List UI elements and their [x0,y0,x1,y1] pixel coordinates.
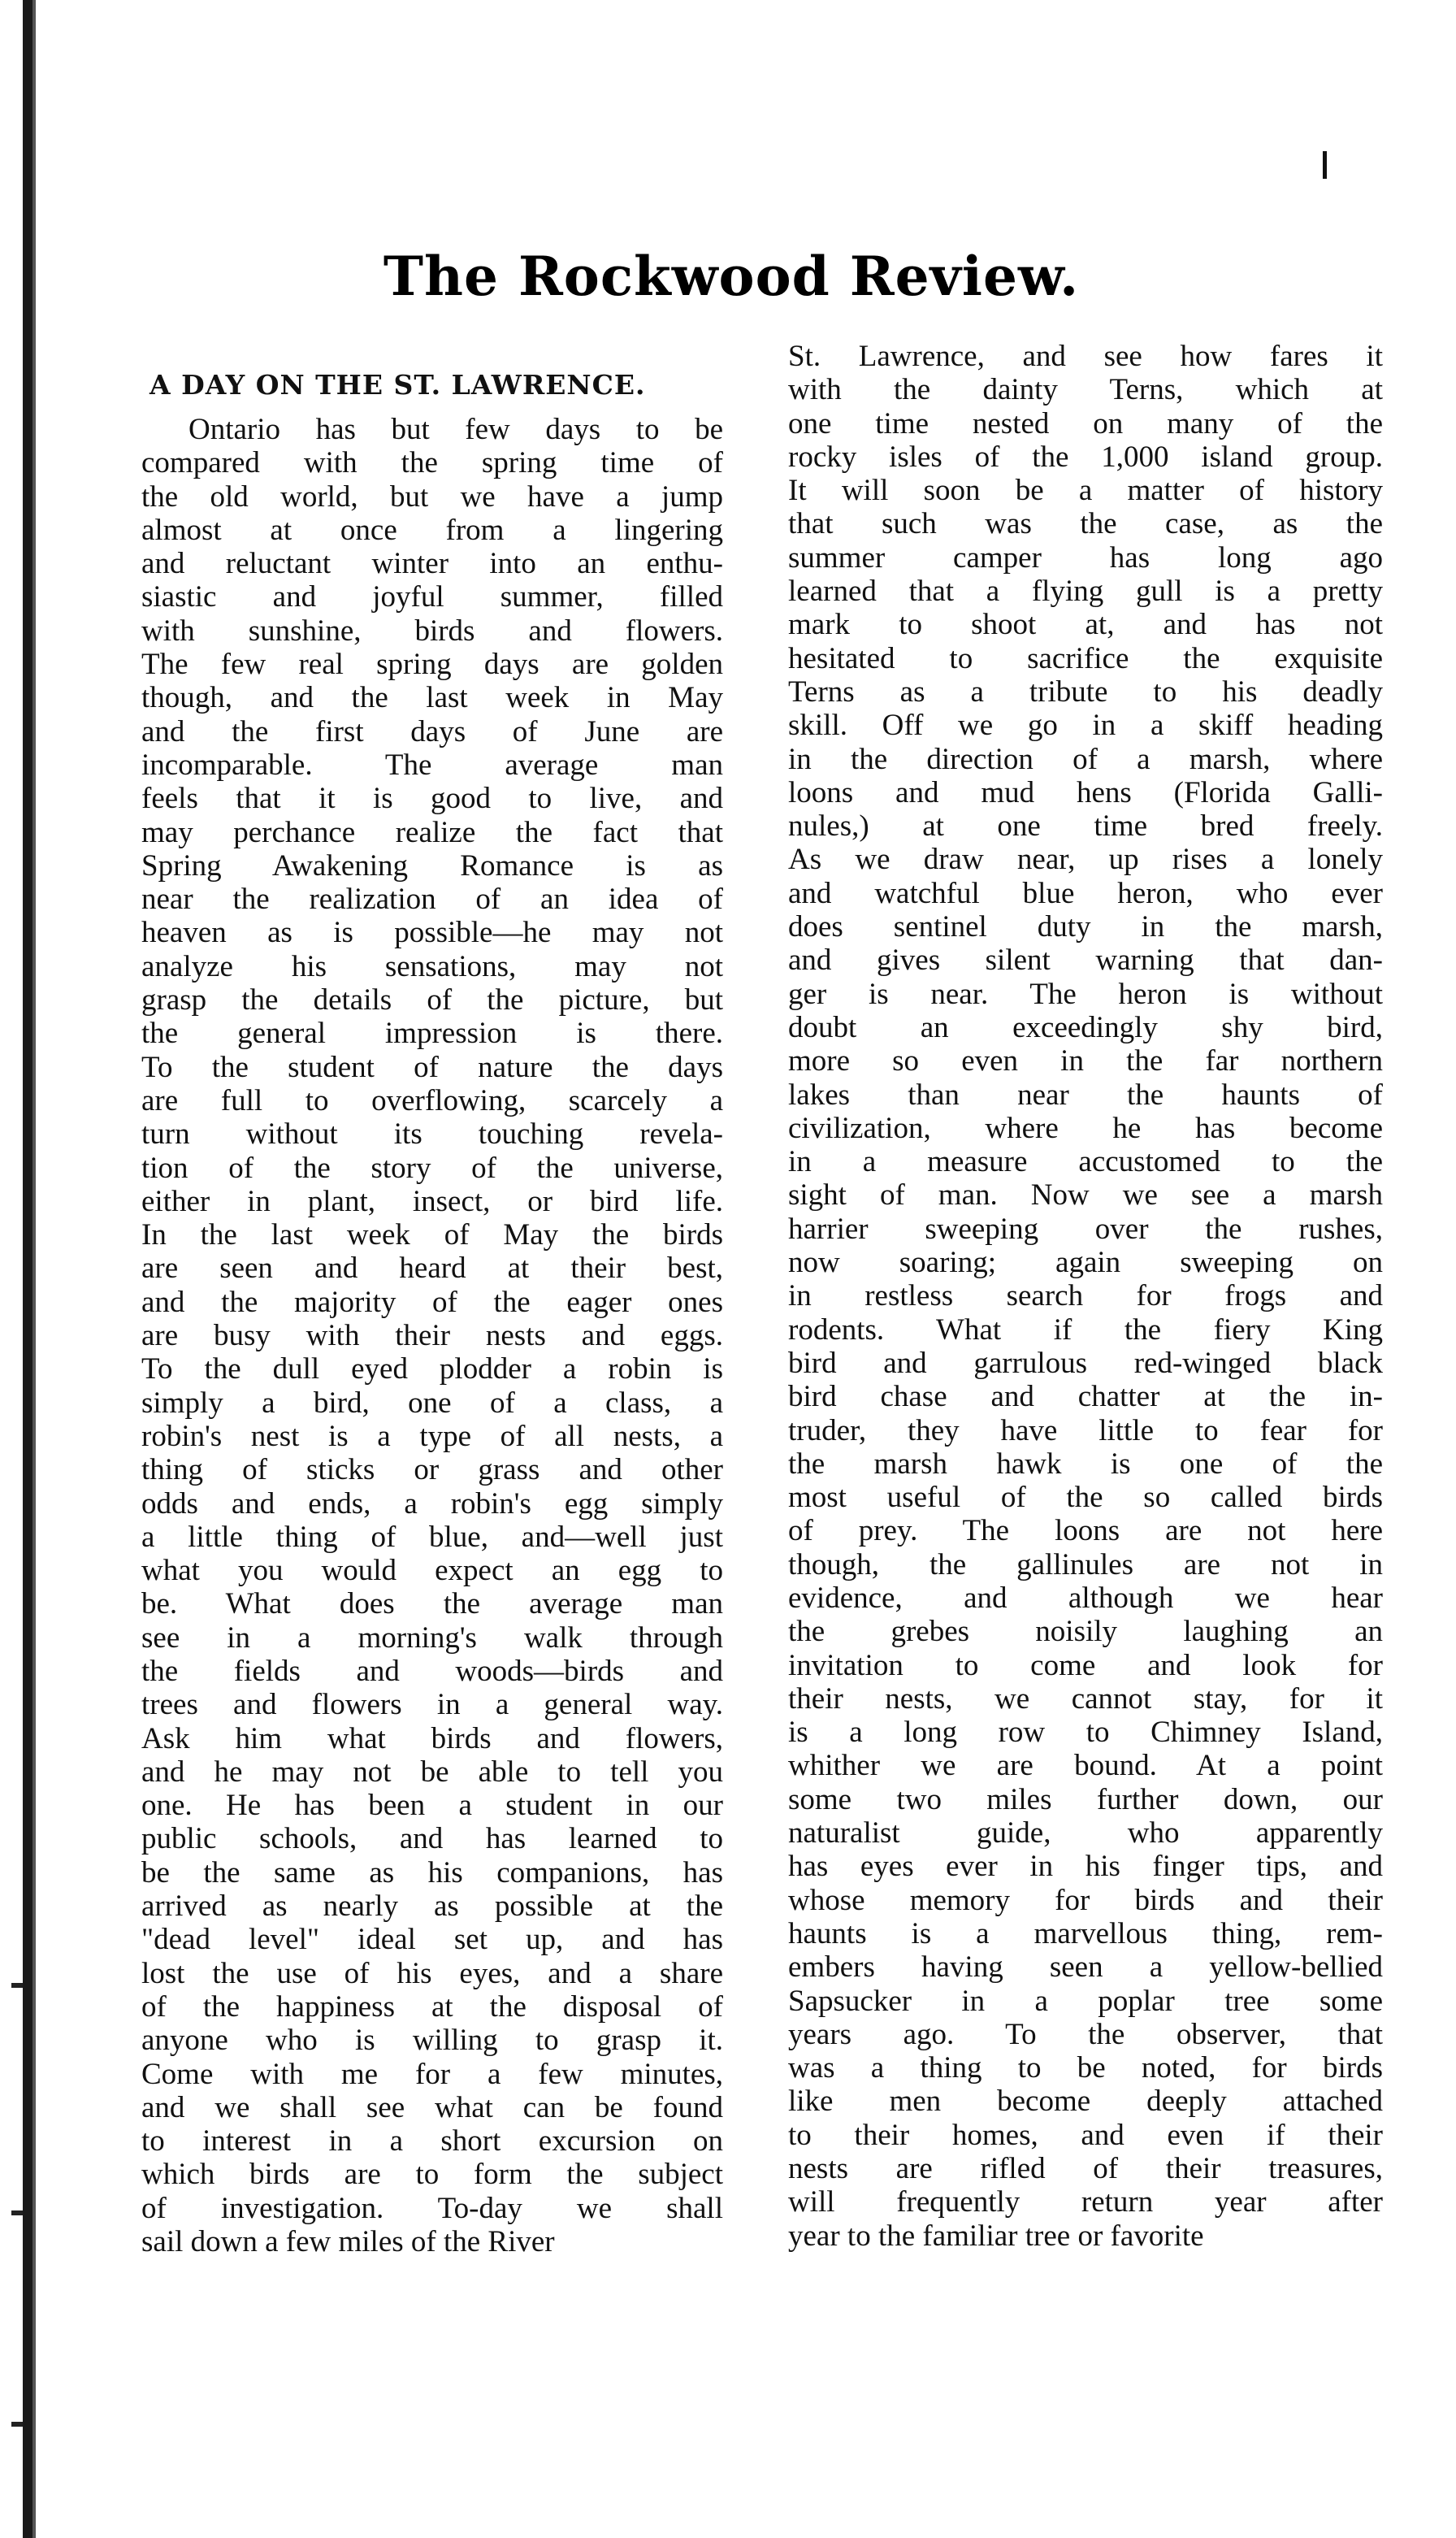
text-line: loons and mud hens (Florida Galli- [788,775,1383,809]
text-line: odds and ends, a robin's egg simply [141,1486,723,1521]
text-line: Come with me for a few minutes, [141,2057,723,2091]
text-line: and he may not be able to tell you [141,1755,723,1789]
text-line: in a measure accustomed to the [788,1145,1383,1179]
text-line: The few real spring days are golden [141,648,723,682]
text-line: the general impression is there. [141,1017,723,1051]
text-line: has eyes ever in his finger tips, and [788,1850,1383,1884]
text-line: summer camper has long ago [788,540,1383,575]
text-line: what you would expect an egg to [141,1554,723,1588]
text-line: most useful of the so called birds [788,1481,1383,1515]
text-line: incomparable. The average man [141,748,723,782]
text-line: a little thing of blue, and—well just [141,1520,723,1554]
text-line: their nests, we cannot stay, for it [788,1681,1383,1716]
left-column [141,364,723,2258]
text-line: tion of the story of the universe, [141,1151,723,1185]
text-line: public schools, and has learned to [141,1822,723,1856]
text-line: of investigation. To-day we shall [141,2191,723,2225]
text-line: grasp the details of the picture, but [141,983,723,1017]
text-line: nests are rifled of their treasures, [788,2152,1383,2186]
text-line: are seen and heard at their best, [141,1252,723,1286]
text-line: anyone who is willing to grasp it. [141,2024,723,2058]
text-line: lost the use of his eyes, and a share [141,1956,723,1990]
text-line: doubt an exceedingly shy bird, [788,1010,1383,1044]
text-line: one time nested on many of the [788,406,1383,440]
text-line: Ontario has but few days to be [188,413,723,446]
text-line: does sentinel duty in the marsh, [788,910,1383,944]
text-line: of the happiness at the disposal of [141,1989,723,2024]
text-line: analyze his sensations, may not [141,949,723,983]
binding-edge-shadow [32,0,36,2538]
text-line: with the dainty Terns, which at [788,373,1383,407]
text-line: and the first days of June are [141,714,723,748]
right-column [788,340,1383,2253]
text-line: compared with the spring time of [141,446,723,480]
text-line: hesitated to sacrifice the exquisite [788,641,1383,675]
text-line: arrived as nearly as possible at the [141,1889,723,1924]
text-line: see in a morning's walk through [141,1620,723,1655]
text-line: St. Lawrence, and see how fares it [788,340,1383,373]
binding-speck [11,1983,23,1988]
text-line: haunts is a marvellous thing, rem- [788,1916,1383,1950]
text-line: simply a bird, one of a class, a [141,1386,723,1420]
text-line: sight of man. Now we see a marsh [788,1178,1383,1213]
text-line: the fields and woods—birds and [141,1654,723,1688]
text-line: and reluctant winter into an enthu- [141,547,723,581]
text-line: truder, they have little to fear for [788,1413,1383,1447]
text-line: civilization, where he has become [788,1111,1383,1145]
text-line: naturalist guide, who apparently [788,1816,1383,1850]
text-line: the marsh hawk is one of the [788,1447,1383,1481]
text-line: siastic and joyful summer, filled [141,580,723,614]
text-line: the old world, but we have a jump [141,479,723,514]
text-line: and gives silent warning that dan- [788,944,1383,978]
text-line: trees and flowers in a general way. [141,1688,723,1722]
text-line: heaven as is possible—he may not [141,916,723,950]
masthead-title: The Rockwood Review. [383,245,1080,308]
text-line: lakes than near the haunts of [788,1078,1383,1112]
binding-speck [11,2422,23,2427]
text-line: are full to overflowing, scarcely a [141,1083,723,1117]
text-line: In the last week of May the birds [141,1218,723,1252]
text-line: mark to shoot at, and has not [788,608,1383,642]
text-line: skill. Off we go in a skiff heading [788,709,1383,743]
text-line: to interest in a short excursion on [141,2124,723,2158]
text-line: is a long row to Chimney Island, [788,1716,1383,1750]
text-line: some two miles further down, our [788,1782,1383,1816]
binding-edge [23,0,32,2538]
text-line: that such was the case, as the [788,507,1383,541]
text-line: nules,) at one time bred freely. [788,809,1383,844]
text-line: though, the gallinules are not in [788,1547,1383,1581]
text-line: be the same as his companions, has [141,1855,723,1889]
text-line: ger is near. The heron is without [788,977,1383,1011]
text-line: be. What does the average man [141,1587,723,1621]
text-line: Sapsucker in a poplar tree some [788,1984,1383,2018]
text-line: now soaring; again sweeping on [788,1246,1383,1280]
text-line: sail down a few miles of the River [141,2225,555,2259]
text-line: rocky isles of the 1,000 island group. [788,440,1383,474]
text-line: To the dull eyed plodder a robin is [141,1352,723,1386]
text-line: years ago. To the observer, that [788,2017,1383,2051]
text-line: to their homes, and even if their [788,2118,1383,2152]
text-line: more so even in the far northern [788,1044,1383,1078]
text-line: embers having seen a yellow-bellied [788,1950,1383,1985]
text-line: in restless search for frogs and [788,1279,1383,1313]
text-line: which birds are to form the subject [141,2158,723,2192]
text-line: either in plant, insect, or bird life. [141,1184,723,1218]
text-line: "dead level" ideal set up, and has [141,1923,723,1957]
text-line: with sunshine, birds and flowers. [141,614,723,648]
text-line: bird and garrulous red-winged black [788,1346,1383,1380]
text-line: one. He has been a student in our [141,1789,723,1823]
text-line: year to the familiar tree or favorite [788,2219,1204,2253]
text-line: whither we are bound. At a point [788,1749,1383,1783]
text-line: are busy with their nests and eggs. [141,1319,723,1353]
page-mark [1323,151,1327,179]
text-line: Spring Awakening Romance is as [141,848,723,883]
text-line: rodents. What if the fiery King [788,1312,1383,1347]
text-line: of prey. The loons are not here [788,1514,1383,1548]
text-line: evidence, and although we hear [788,1581,1383,1615]
text-line: the grebes noisily laughing an [788,1615,1383,1649]
text-line: As we draw near, up rises a lonely [788,843,1383,877]
text-line: like men become deeply attached [788,2085,1383,2119]
text-line: bird chase and chatter at the in- [788,1380,1383,1414]
text-line: and watchful blue heron, who ever [788,876,1383,910]
text-line: may perchance realize the fact that [141,815,723,849]
text-line: robin's nest is a type of all nests, a [141,1419,723,1453]
text-line: though, and the last week in May [141,681,723,715]
text-line: near the realization of an idea of [141,883,723,917]
text-line: in the direction of a marsh, where [788,742,1383,776]
text-line: It will soon be a matter of history [788,474,1383,508]
text-line: and the majority of the eager ones [141,1285,723,1319]
text-line: turn without its touching revela- [141,1117,723,1152]
text-line: invitation to come and look for [788,1648,1383,1682]
text-line: feels that it is good to live, and [141,782,723,816]
text-line: almost at once from a lingering [141,513,723,547]
text-line: harrier sweeping over the rushes, [788,1212,1383,1246]
text-line: Terns as a tribute to his deadly [788,675,1383,709]
text-line: Ask him what birds and flowers, [141,1721,723,1755]
text-line: was a thing to be noted, for birds [788,2051,1383,2085]
article-heading: A DAY ON THE ST. LAWRENCE. [150,369,646,401]
binding-speck [11,2210,23,2215]
text-line: learned that a flying gull is a pretty [788,575,1383,609]
text-line: To the student of nature the days [141,1050,723,1084]
text-line: whose memory for birds and their [788,1883,1383,1917]
text-line: and we shall see what can be found [141,2090,723,2124]
text-line: thing of sticks or grass and other [141,1453,723,1487]
text-line: will frequently return year after [788,2185,1383,2219]
